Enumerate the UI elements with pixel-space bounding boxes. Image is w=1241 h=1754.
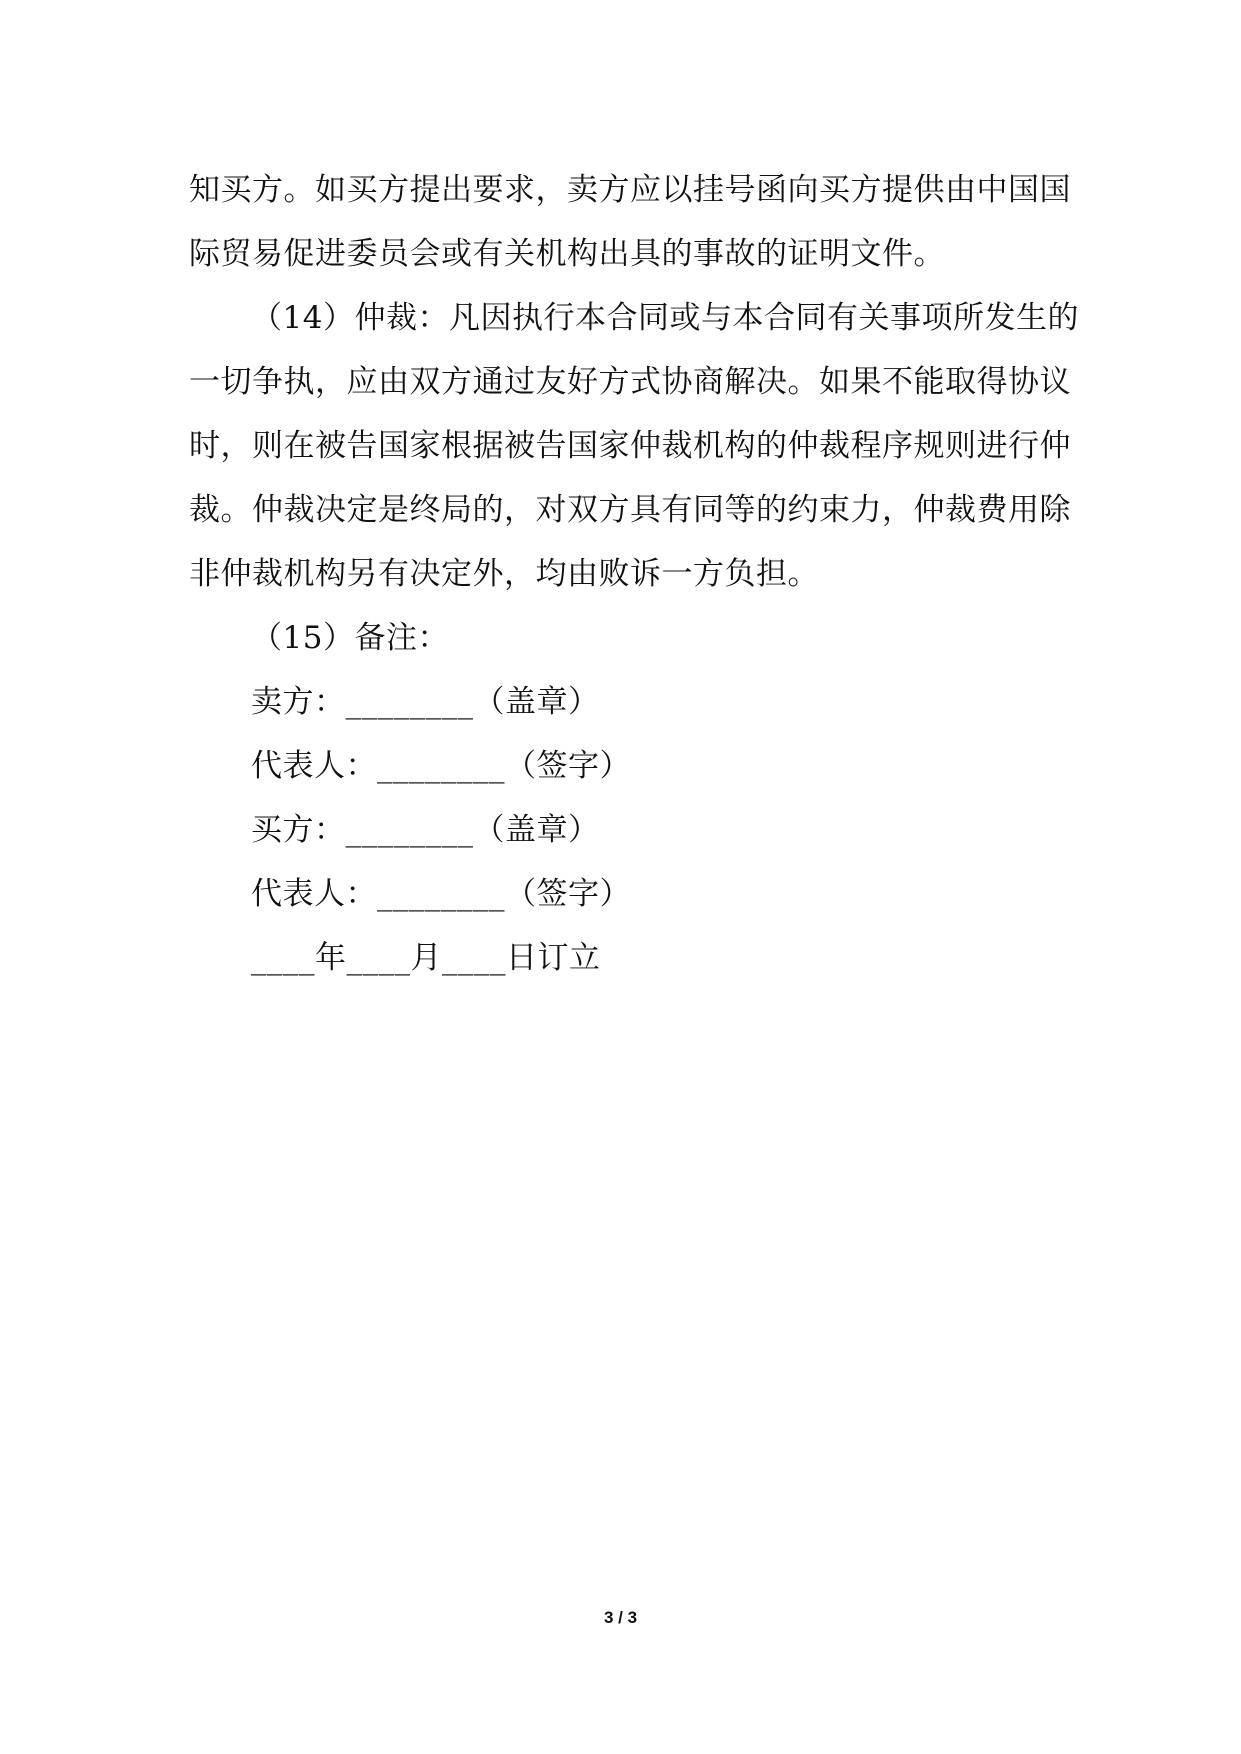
- buyer-representative-line: 代表人：________（签字）: [251, 876, 631, 912]
- seller-signature-line: 卖方：________（盖章）: [251, 684, 600, 720]
- seller-representative-line: 代表人：________（签字）: [251, 748, 631, 784]
- paragraph-line: 一切争执，应由双方通过友好方式协商解决。如果不能取得协议: [189, 364, 1071, 400]
- paragraph-line: 裁。仲裁决定是终局的，对双方具有同等的约束力，仲裁费用除: [189, 492, 1071, 528]
- paragraph-line: 知买方。如买方提出要求，卖方应以挂号函向买方提供由中国国: [189, 172, 1071, 208]
- buyer-signature-line: 买方：________（盖章）: [251, 812, 600, 848]
- clause-14-heading-line: （14）仲裁：凡因执行本合同或与本合同有关事项所发生的: [251, 300, 1079, 336]
- paragraph-line: 际贸易促进委员会或有关机构出具的事故的证明文件。: [189, 236, 945, 272]
- document-body: [189, 158, 1079, 990]
- paragraph-line: 非仲裁机构另有决定外，均由败诉一方负担。: [189, 556, 819, 592]
- signature-block: [189, 670, 1059, 990]
- clause-15-heading: （15）备注：: [251, 620, 449, 656]
- date-line: ____年____月____日订立: [251, 940, 601, 976]
- page-number: 3 / 3: [603, 1608, 638, 1627]
- paragraph-line: 时，则在被告国家根据被告国家仲裁机构的仲裁程序规则进行仲: [189, 428, 1071, 464]
